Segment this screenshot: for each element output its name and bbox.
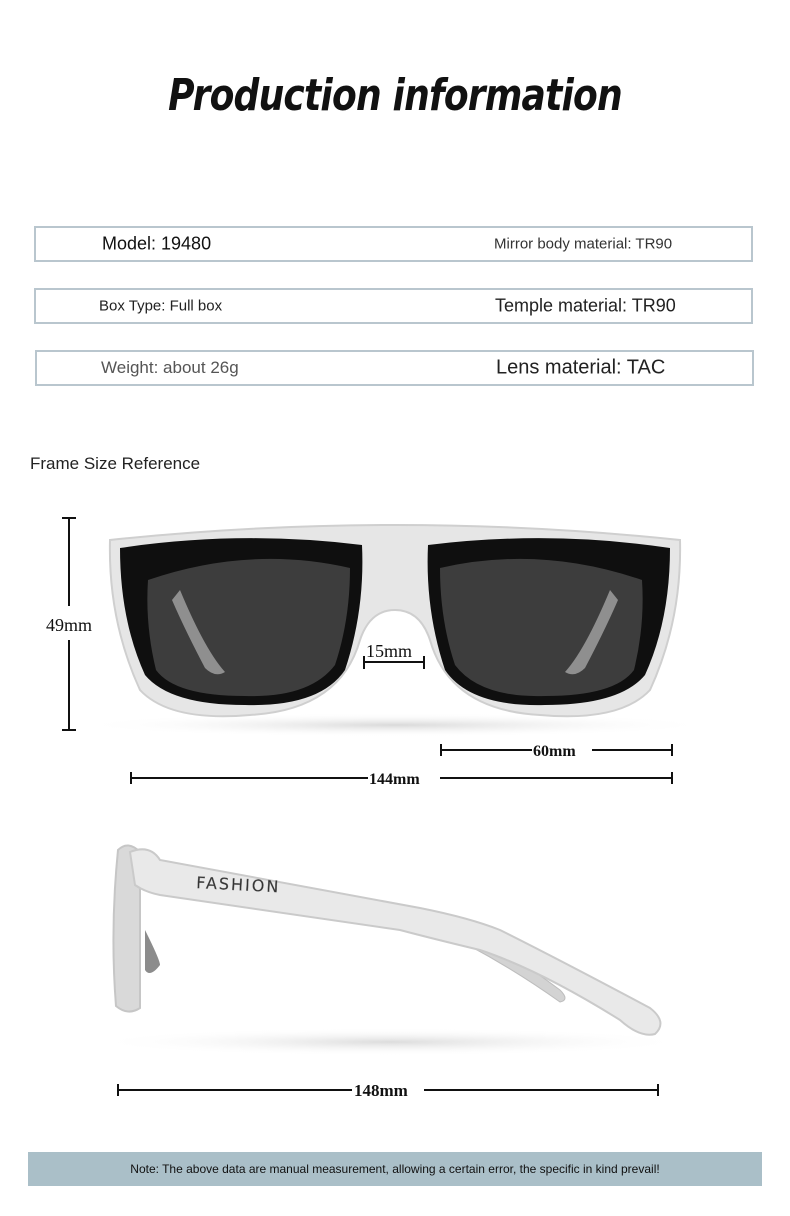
footer-note: Note: The above data are manual measurement, allowing a certain error, the specific in kind prevail!: [28, 1152, 762, 1186]
spec-lens-material: Lens material: TAC: [496, 356, 666, 379]
spec-mirror-material: Mirror body material: TR90: [494, 235, 673, 253]
page-title: Production information: [168, 70, 622, 121]
spec-weight: Weight: about 26g: [101, 358, 239, 377]
lens-width-dimension: 60mm: [533, 743, 576, 760]
total-width-dimension: 144mm: [369, 771, 420, 788]
spec-temple-material: Temple material: TR90: [495, 295, 676, 316]
right-lens: [440, 559, 643, 696]
spec-row-1: [34, 226, 753, 262]
inner-temple: [145, 930, 160, 973]
bridge-dimension: 15mm: [366, 641, 413, 661]
shadow: [75, 713, 715, 737]
height-dimension: 49mm: [46, 615, 93, 635]
frame-size-label: Frame Size Reference: [30, 454, 201, 473]
spec-row-3: [35, 350, 754, 386]
spec-model: Model: 19480: [102, 233, 212, 254]
spec-row-2: [34, 288, 753, 324]
shadow: [90, 1028, 690, 1056]
side-view-diagram: [0, 830, 790, 1130]
temple-brand-text: FASHION: [195, 873, 281, 897]
temple-length-dimension: 148mm: [354, 1081, 408, 1100]
left-lens: [147, 559, 350, 696]
spec-box-type: Box Type: Full box: [99, 297, 223, 315]
front-view-diagram: [0, 500, 790, 830]
